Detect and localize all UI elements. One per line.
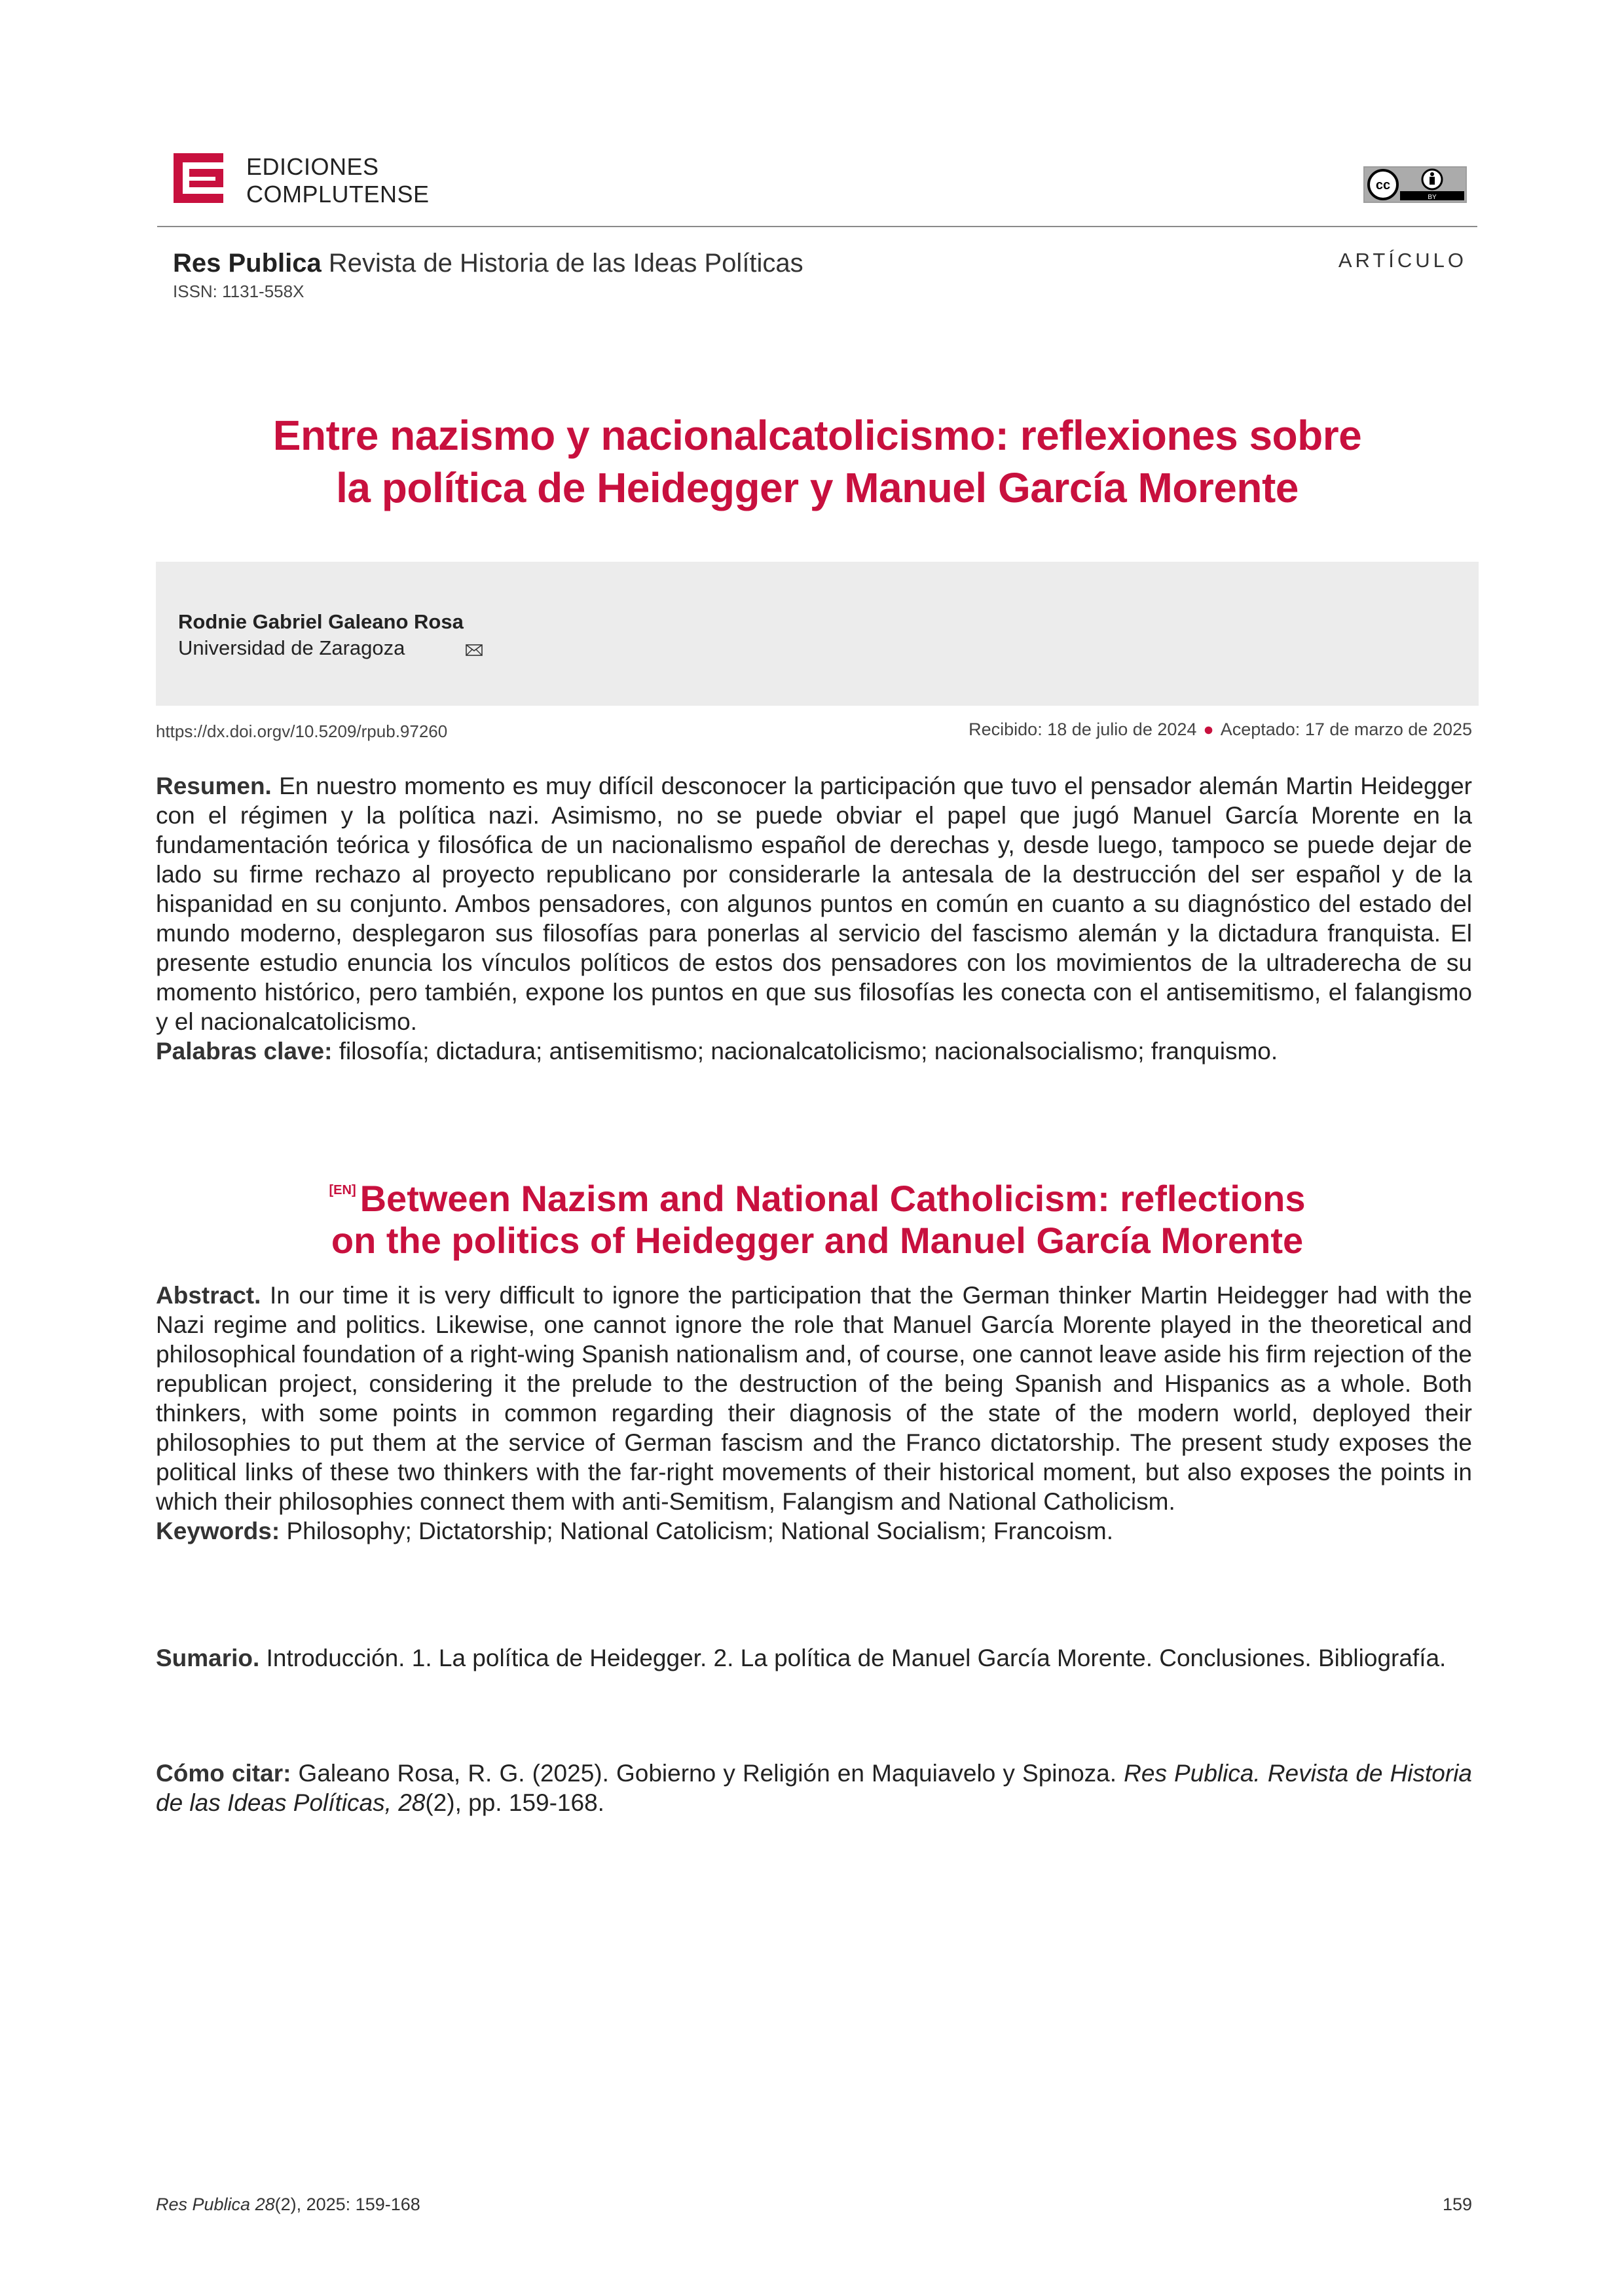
- journal-name: Res Publica: [173, 249, 322, 278]
- accepted-date: Aceptado: 17 de marzo de 2025: [1220, 720, 1472, 739]
- palabras-clave-text: filosofía; dictadura; antisemitismo; nacionalcatolicismo; nacionalsocialismo; franquismo.: [339, 1038, 1278, 1065]
- title-line-1: Entre nazismo y nacionalcatolicismo: reflexiones sobre: [272, 412, 1362, 459]
- cc-by-license-icon[interactable]: [1363, 166, 1467, 203]
- english-title-line-1: Between Nazism and National Catholicism: reflections: [360, 1178, 1306, 1219]
- footer-issue: (2), 2025: 159-168: [274, 2195, 420, 2214]
- page-number: 159: [1442, 2195, 1472, 2214]
- footer-journal: Res Publica 28: [156, 2195, 275, 2214]
- author-name: Rodnie Gabriel Galeano Rosa: [178, 610, 464, 633]
- publisher-line-2: COMPLUTENSE: [246, 181, 430, 208]
- sumario-text: Introducción. 1. La política de Heidegger. 2. La política de Manuel García Morente. Conclusiones. Bibliografía.: [266, 1645, 1447, 1671]
- author-affiliation: Universidad de Zaragoza: [178, 636, 405, 659]
- language-tag: [EN]: [329, 1183, 356, 1197]
- citation-section: [156, 1758, 1472, 1817]
- citation-label: Cómo citar:: [156, 1760, 291, 1787]
- submission-dates: [969, 720, 1472, 740]
- ediciones-complutense-logo-icon: [172, 152, 225, 204]
- article-title: [157, 409, 1477, 514]
- title-line-2: la política de Heidegger y Manuel García Morente: [336, 464, 1299, 511]
- abstract-text: In our time it is very difficult to ignore the participation that the German thinker Martin Heidegger had with the Nazi regime and politics. Likewise, one cannot ignore the role that Manuel García Morente played in the theoretical and philosophical foundation of a right-wing Spanish nationalism and, of course, one cannot leave aside his firm rejection of the republican project, considering it the prelude to the destruction of the being Spanish and Hispanics as a whole. Both thinkers, with some points in common regarding their diagnosis of the state of the modern world, deployed their philosophies to put them at the service of German fascism and the Franco dictatorship. The present study exposes the political links of these two thinkers with the far-right movements of their historical moment, but also exposes the points in which their philosophies connect them with anti-Semitism, Falangism and National Catholicism.: [156, 1282, 1472, 1515]
- keywords-label: Keywords:: [156, 1518, 280, 1544]
- citation-issue: (2): [425, 1789, 455, 1816]
- svg-text:cc: cc: [1375, 178, 1391, 192]
- citation-text: Galeano Rosa, R. G. (2025). Gobierno y Religión en Maquiavelo y Spinoza.: [298, 1760, 1117, 1787]
- citation-pages: , pp. 159-168.: [454, 1789, 604, 1816]
- footer-reference: [156, 2195, 420, 2215]
- svg-text:BY: BY: [1428, 194, 1437, 201]
- resumen-label: Resumen.: [156, 773, 272, 799]
- author-box: [156, 562, 1479, 706]
- received-date: Recibido: 18 de julio de 2024: [969, 720, 1197, 739]
- keywords-text: Philosophy; Dictatorship; National Catolicism; National Socialism; Francoism.: [286, 1518, 1114, 1544]
- doi-link[interactable]: https://dx.doi.orgv/10.5209/rpub.97260: [156, 721, 448, 741]
- mail-icon[interactable]: [466, 644, 483, 656]
- issn: ISSN: 1131-558X: [173, 282, 304, 301]
- abstract-label: Abstract.: [156, 1282, 261, 1309]
- journal-subtitle: Revista de Historia de las Ideas Políticas: [328, 249, 803, 278]
- publisher-line-1: EDICIONES: [246, 153, 379, 180]
- english-title-line-2: on the politics of Heidegger and Manuel García Morente: [331, 1220, 1304, 1261]
- journal-title: [173, 247, 803, 279]
- article-type-label: ARTÍCULO: [1338, 249, 1467, 272]
- citation-journal: Res Publica. Revista de Historia de las Ideas Políticas, 28: [156, 1760, 1473, 1816]
- header-divider: [157, 226, 1477, 227]
- sumario-label: Sumario.: [156, 1645, 260, 1671]
- separator-dot-icon: ●: [1203, 720, 1214, 739]
- english-title: [157, 1169, 1477, 1262]
- abstract-section: [156, 1281, 1472, 1546]
- sumario-section: [156, 1643, 1472, 1673]
- resumen-text: En nuestro momento es muy difícil desconocer la participación que tuvo el pensador alemán Martin Heidegger con el régimen y la política nazi. Asimismo, no se puede obviar el papel que jugó Manuel García Morente en la fundamentación teórica y filosófica de un nacionalismo español de derechas y, desde luego, tampoco se puede dejar de lado su firme rechazo al proyecto republicano por considerarle la antesala de la destrucción del ser español y de la hispanidad en su conjunto. Ambos pensadores, con algunos puntos en común en cuanto a su diagnóstico del estado del mundo moderno, desplegaron sus filosofías para ponerlas al servicio del fascismo alemán y la dictadura franquista. El presente estudio enuncia los vínculos políticos de estos dos pensadores con los movimientos de la ultraderecha de su momento histórico, pero también, expone los puntos en que sus filosofías les conecta con el antisemitismo, el falangismo y el nacionalcatolicismo.: [156, 773, 1472, 1035]
- publisher-name: [246, 153, 430, 208]
- resumen-section: [156, 771, 1472, 1066]
- palabras-clave-label: Palabras clave:: [156, 1038, 333, 1065]
